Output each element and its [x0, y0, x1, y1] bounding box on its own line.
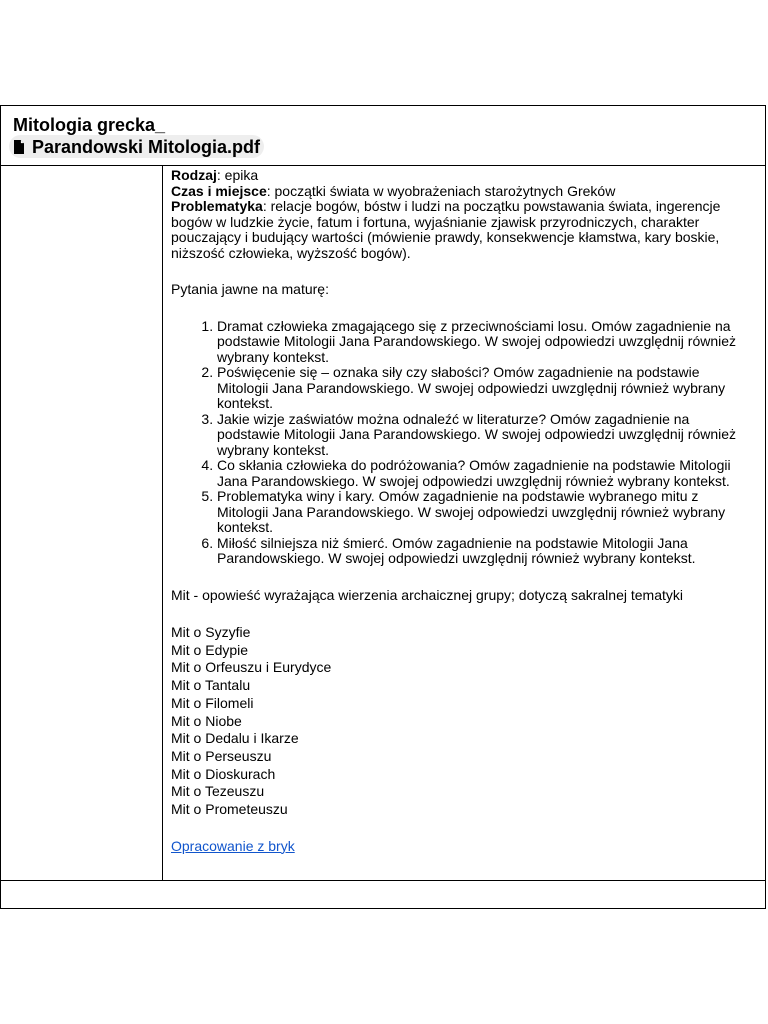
document-title: Mitologia grecka_ — [13, 115, 166, 135]
myth-item: Mit o Tantalu — [171, 677, 251, 694]
file-chip[interactable] — [9, 135, 264, 158]
meta-issues — [171, 199, 751, 261]
bryk-link[interactable]: Opracowanie z bryk — [171, 837, 295, 854]
myth-item: Mit o Edypie — [171, 641, 249, 658]
meta-genre — [171, 168, 751, 184]
meta-time-place — [171, 184, 751, 200]
myth-item: Mit o Niobe — [171, 712, 242, 729]
questions-intro: Pytania jawne na maturę: — [171, 281, 329, 297]
table-header-row — [1, 106, 765, 166]
myth-item: Mit o Perseuszu — [171, 747, 272, 764]
question-item: 3. Jakie wizje zaświatów można odnaleźć w literaturze? Omów zagadnienie na podstawie Mitologii Jana Parandowskiego. W swojej odpowiedzi uwzględnij również wybrany kontekst. — [217, 412, 751, 459]
table-bottom-row — [1, 880, 765, 881]
question-item: 2. Poświęcenie się – oznaka siły czy słabości? Omów zagadnienie na podstawie Mitologii Jana Parandowskiego. W swojej odpowiedzi uwzględnij również wybrany kontekst. — [217, 365, 751, 412]
content-cell — [171, 168, 751, 854]
questions-list — [171, 319, 751, 567]
meta-genre-value: : epika — [216, 167, 259, 183]
myth-item: Mit o Tezeuszu — [171, 783, 265, 800]
document-table — [0, 105, 766, 909]
question-item: 6. Miłość silniejsza niż śmierć. Omów zagadnienie na podstawie Mitologii Jana Parandowskiego. W swojej odpowiedzi uwzględnij również wybrany kontekst. — [217, 536, 751, 567]
myth-item: Mit o Syzyfie — [171, 624, 251, 640]
myth-item: Mit o Dedalu i Ikarze — [171, 730, 299, 747]
myth-list — [171, 624, 751, 819]
meta-genre-label: Rodzaj — [171, 167, 217, 183]
question-item: 1. Dramat człowieka zmagającego się z przeciwnościami losu. Omów zagadnienie na podstawie Mitologii Jana Parandowskiego. W swojej odpowiedzi uwzględnij również wybrany kontekst. — [217, 319, 751, 366]
myth-item: Mit o Filomeli — [171, 694, 254, 711]
question-item: 4. Co skłania człowieka do podróżowania? Omów zagadnienie na podstawie Mitologii Jana Parandowskiego. W swojej odpowiedzi uwzględnij również wybrany kontekst. — [217, 458, 751, 489]
myth-item: Mit o Prometeuszu — [171, 801, 288, 818]
meta-time-place-label: Czas i miejsce — [171, 182, 267, 199]
question-item: 5. Problematyka winy i kary. Omów zagadnienie na podstawie wybranego mitu z Mitologii Jana Parandowskiego. W swojej odpowiedzi uwzględnij również wybrany kontekst. — [217, 489, 751, 536]
meta-issues-value: : relacje bogów, bóstw i ludzi na początku powstawania świata, ingerencje bogów w ludzkie życie, fatum i fortuna, wyjaśnianie zjawisk przyrodniczych, charakter pouczający i budujący wartości (mówienie prawdy, konsekwencje kłamstwa, kary boskie, niższość człowieka, wyższość bogów). — [171, 198, 721, 261]
meta-time-place-value: : początki świata w wyobrażeniach starożytnych Greków — [266, 182, 616, 199]
myth-item: Mit o Orfeuszu i Eurydyce — [171, 659, 332, 676]
file-chip-label: Parandowski Mitologia.pdf — [32, 136, 261, 157]
empty-left-cell — [1, 166, 163, 880]
myth-item: Mit o Dioskurach — [171, 765, 276, 782]
file-icon — [12, 139, 26, 155]
myth-definition: Mit - opowieść wyrażająca wierzenia archaicznej grupy; dotyczą sakralnej tematyki — [171, 586, 683, 603]
meta-issues-label: Problematyka — [171, 198, 263, 214]
